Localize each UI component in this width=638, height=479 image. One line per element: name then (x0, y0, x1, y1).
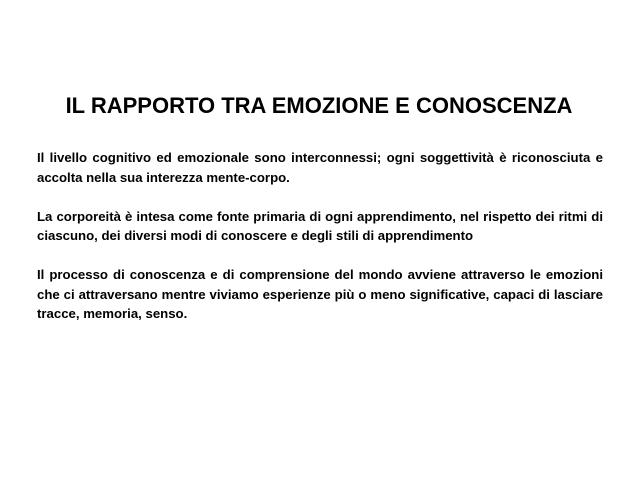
paragraph-cognitive-emotional: Il livello cognitivo ed emozionale sono interconnessi; ogni soggettività è riconosciuta e accolta nella sua interezza mente-corpo. (37, 150, 603, 185)
slide-body (37, 148, 603, 343)
slide-title: IL RAPPORTO TRA EMOZIONE E CONOSCENZA (65, 93, 573, 118)
paragraph-knowledge-process: Il processo di conoscenza e di comprensione del mondo avviene attraverso le emozioni che ci attraversano mentre viviamo esperienze più o meno significative, capaci di lasciare tracce, memoria, senso. (37, 267, 603, 321)
paragraph-corporeity: La corporeità è intesa come fonte primaria di ogni apprendimento, nel rispetto dei ritmi di ciascuno, dei diversi modi di conoscere e degli stili di apprendimento (37, 208, 603, 243)
